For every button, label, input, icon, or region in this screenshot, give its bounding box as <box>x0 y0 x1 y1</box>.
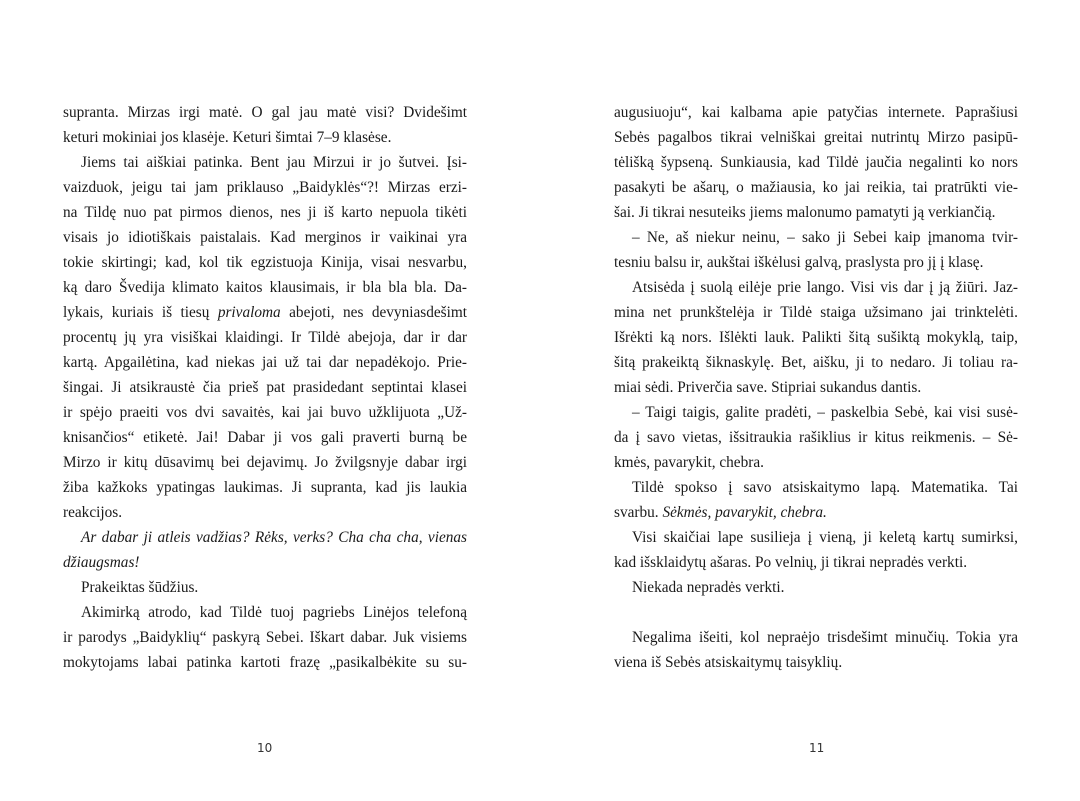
text-line: knisančios“ etiketė. Jai! Dabar ji vos gali praverti burną be <box>63 429 467 446</box>
text-line: procentų jų yra visiškai klaidingi. Ir Tildė abejoja, dar ir dar <box>63 329 467 346</box>
text-line: tėlišką šypseną. Sunkiausia, kad Tildė jaučia negalinti ko nors <box>614 154 1018 171</box>
paragraph-start-line: Niekada nepradės verkti. <box>632 579 785 596</box>
text-segment: lykais, kuriais iš tiesų <box>63 304 218 321</box>
text-line: mokytojams labai patinka kartoti frazę „pasikalbėkite su su- <box>63 654 467 671</box>
text-line: Sebės pagalbos tikrai velniškai greitai nutrintų Mirzo pasipū- <box>614 129 1018 146</box>
text-line: reakcijos. <box>63 504 123 521</box>
italic-emphasis: Sėkmės, pavarykit, chebra. <box>662 504 827 521</box>
text-line: šai. Ji tikrai nesuteiks jiems malonumo pamatyti ją verkiančią. <box>614 204 996 221</box>
dialogue-line: – Ne, aš niekur neinu, – sako ji Sebei kaip įmanoma tvir- <box>632 229 1018 246</box>
text-line: Išrėkti ką nors. Išlėkti lauk. Palikti šitą sušiktą mokyklą, taip, <box>614 329 1018 346</box>
paragraph-start-line: Akimirką atrodo, kad Tildė tuoj pagriebs Linėjos telefoną <box>81 604 467 621</box>
text-line: miai sėdi. Priverčia save. Stipriai sukandus dantis. <box>614 379 922 396</box>
text-line: kmės, pavarykit, chebra. <box>614 454 764 471</box>
text-segment: abejoti, nes devyniasdešimt <box>280 304 467 321</box>
text-line: da į savo vietas, išsitraukia rašiklius ir kitus reikmenis. – Sė- <box>614 429 1018 446</box>
text-line: viena iš Sebės atsiskaitymų taisyklių. <box>614 654 843 671</box>
text-line: supranta. Mirzas irgi matė. O gal jau matė visi? Dvidešimt <box>63 104 467 121</box>
text-line <box>63 300 467 325</box>
paragraph-start-line: Visi skaičiai lape susilieja į vieną, ji keletą kartų sumirksi, <box>632 529 1018 546</box>
text-line: na Tildę nuo pat pirmos dienos, nes ji iš karto nepuola tikėti <box>63 204 467 221</box>
text-line: ir spėjo praeiti vos dvi savaitės, kai jai buvo užklijuota „Už- <box>63 404 467 421</box>
text-line: vaizduok, jeigu tai jam priklauso „Baidyklės“?! Mirzas erzi- <box>63 179 467 196</box>
text-line: kad išsklaidytų ašaras. Po velnių, ji tikrai nepradės verkti. <box>614 554 968 571</box>
paragraph-start-line: Jiems tai aiškiai patinka. Bent jau Mirzui ir jo šutvei. Įsi- <box>81 154 467 171</box>
dialogue-line: – Taigi taigis, galite pradėti, – paskelbia Sebė, kai visi susė- <box>632 404 1018 421</box>
text-line <box>614 500 1018 525</box>
text-line: Mirzo ir kitų dūsavimų bei dejavimų. Jo žvilgsnyje dabar irgi <box>63 454 467 471</box>
text-line: tokie skirtingi; kad, kol tik egzistuoja Kinija, visai nesvarbu, <box>63 254 467 271</box>
right-page <box>614 100 1018 675</box>
text-line: ką daro Švedija klimato kaitos klausimais, ir bla bla bla. Da- <box>63 279 467 296</box>
text-segment: svarbu. <box>614 504 663 521</box>
text-line: žiba kažkoks ypatingas laukimas. Ji supranta, kad jis laukia <box>63 479 467 496</box>
italic-thought-line: Ar dabar ji atleis vadžias? Rėks, verks? Cha cha cha, vienas <box>81 529 467 546</box>
paragraph-start-line: Prakeiktas šūdžius. <box>81 579 199 596</box>
italic-emphasis: privaloma <box>217 304 281 321</box>
text-line: ir parodys „Baidyklių“ paskyrą Sebei. Iškart dabar. Juk visiems <box>63 629 467 646</box>
text-line: augusiuoju“, kai kalbama apie patyčias internete. Paprašiusi <box>614 104 1018 121</box>
left-page <box>63 100 467 675</box>
text-line: tesniu balsu ir, aukštai iškėlusi galvą, praslysta pro jį į klasę. <box>614 254 984 271</box>
italic-thought-line: džiaugsmas! <box>63 554 140 571</box>
text-line: visais jo idiotiškais paistalais. Kad merginos ir vaikinai yra <box>63 229 467 246</box>
text-line: šitą prakeiktą šiknaskylę. Bet, aišku, ji to nedaro. Ji toliau ra- <box>614 354 1018 371</box>
text-line: kartą. Apgailėtina, kad niekas jai už tai dar nepadėkojo. Prie- <box>63 354 467 371</box>
text-line: mina net prunkštelėja ir Tildė staiga užsimano jai trinktelėti. <box>614 304 1018 321</box>
page-number-right: 11 <box>809 741 825 755</box>
page-number-left: 10 <box>257 741 273 755</box>
paragraph-start-line: Tildė spokso į savo atsiskaitymo lapą. Matematika. Tai <box>632 479 1018 496</box>
text-line: pasakyti be ašarų, o mažiausia, ko jai reikia, tai pratrūkti vie- <box>614 179 1018 196</box>
text-line: šingai. Ji atsikraustė čia prieš pat prasidedant septintai klasei <box>63 379 467 396</box>
paragraph-start-line: Negalima išeiti, kol nepraėjo trisdešimt minučių. Tokia yra <box>632 629 1018 646</box>
paragraph-start-line: Atsisėda į suolą eilėje prie lango. Visi vis dar į ją žiūri. Jaz- <box>632 279 1018 296</box>
text-line: keturi mokiniai jos klasėje. Keturi šimtai 7–9 klasėse. <box>63 129 392 146</box>
section-break <box>614 600 1018 625</box>
